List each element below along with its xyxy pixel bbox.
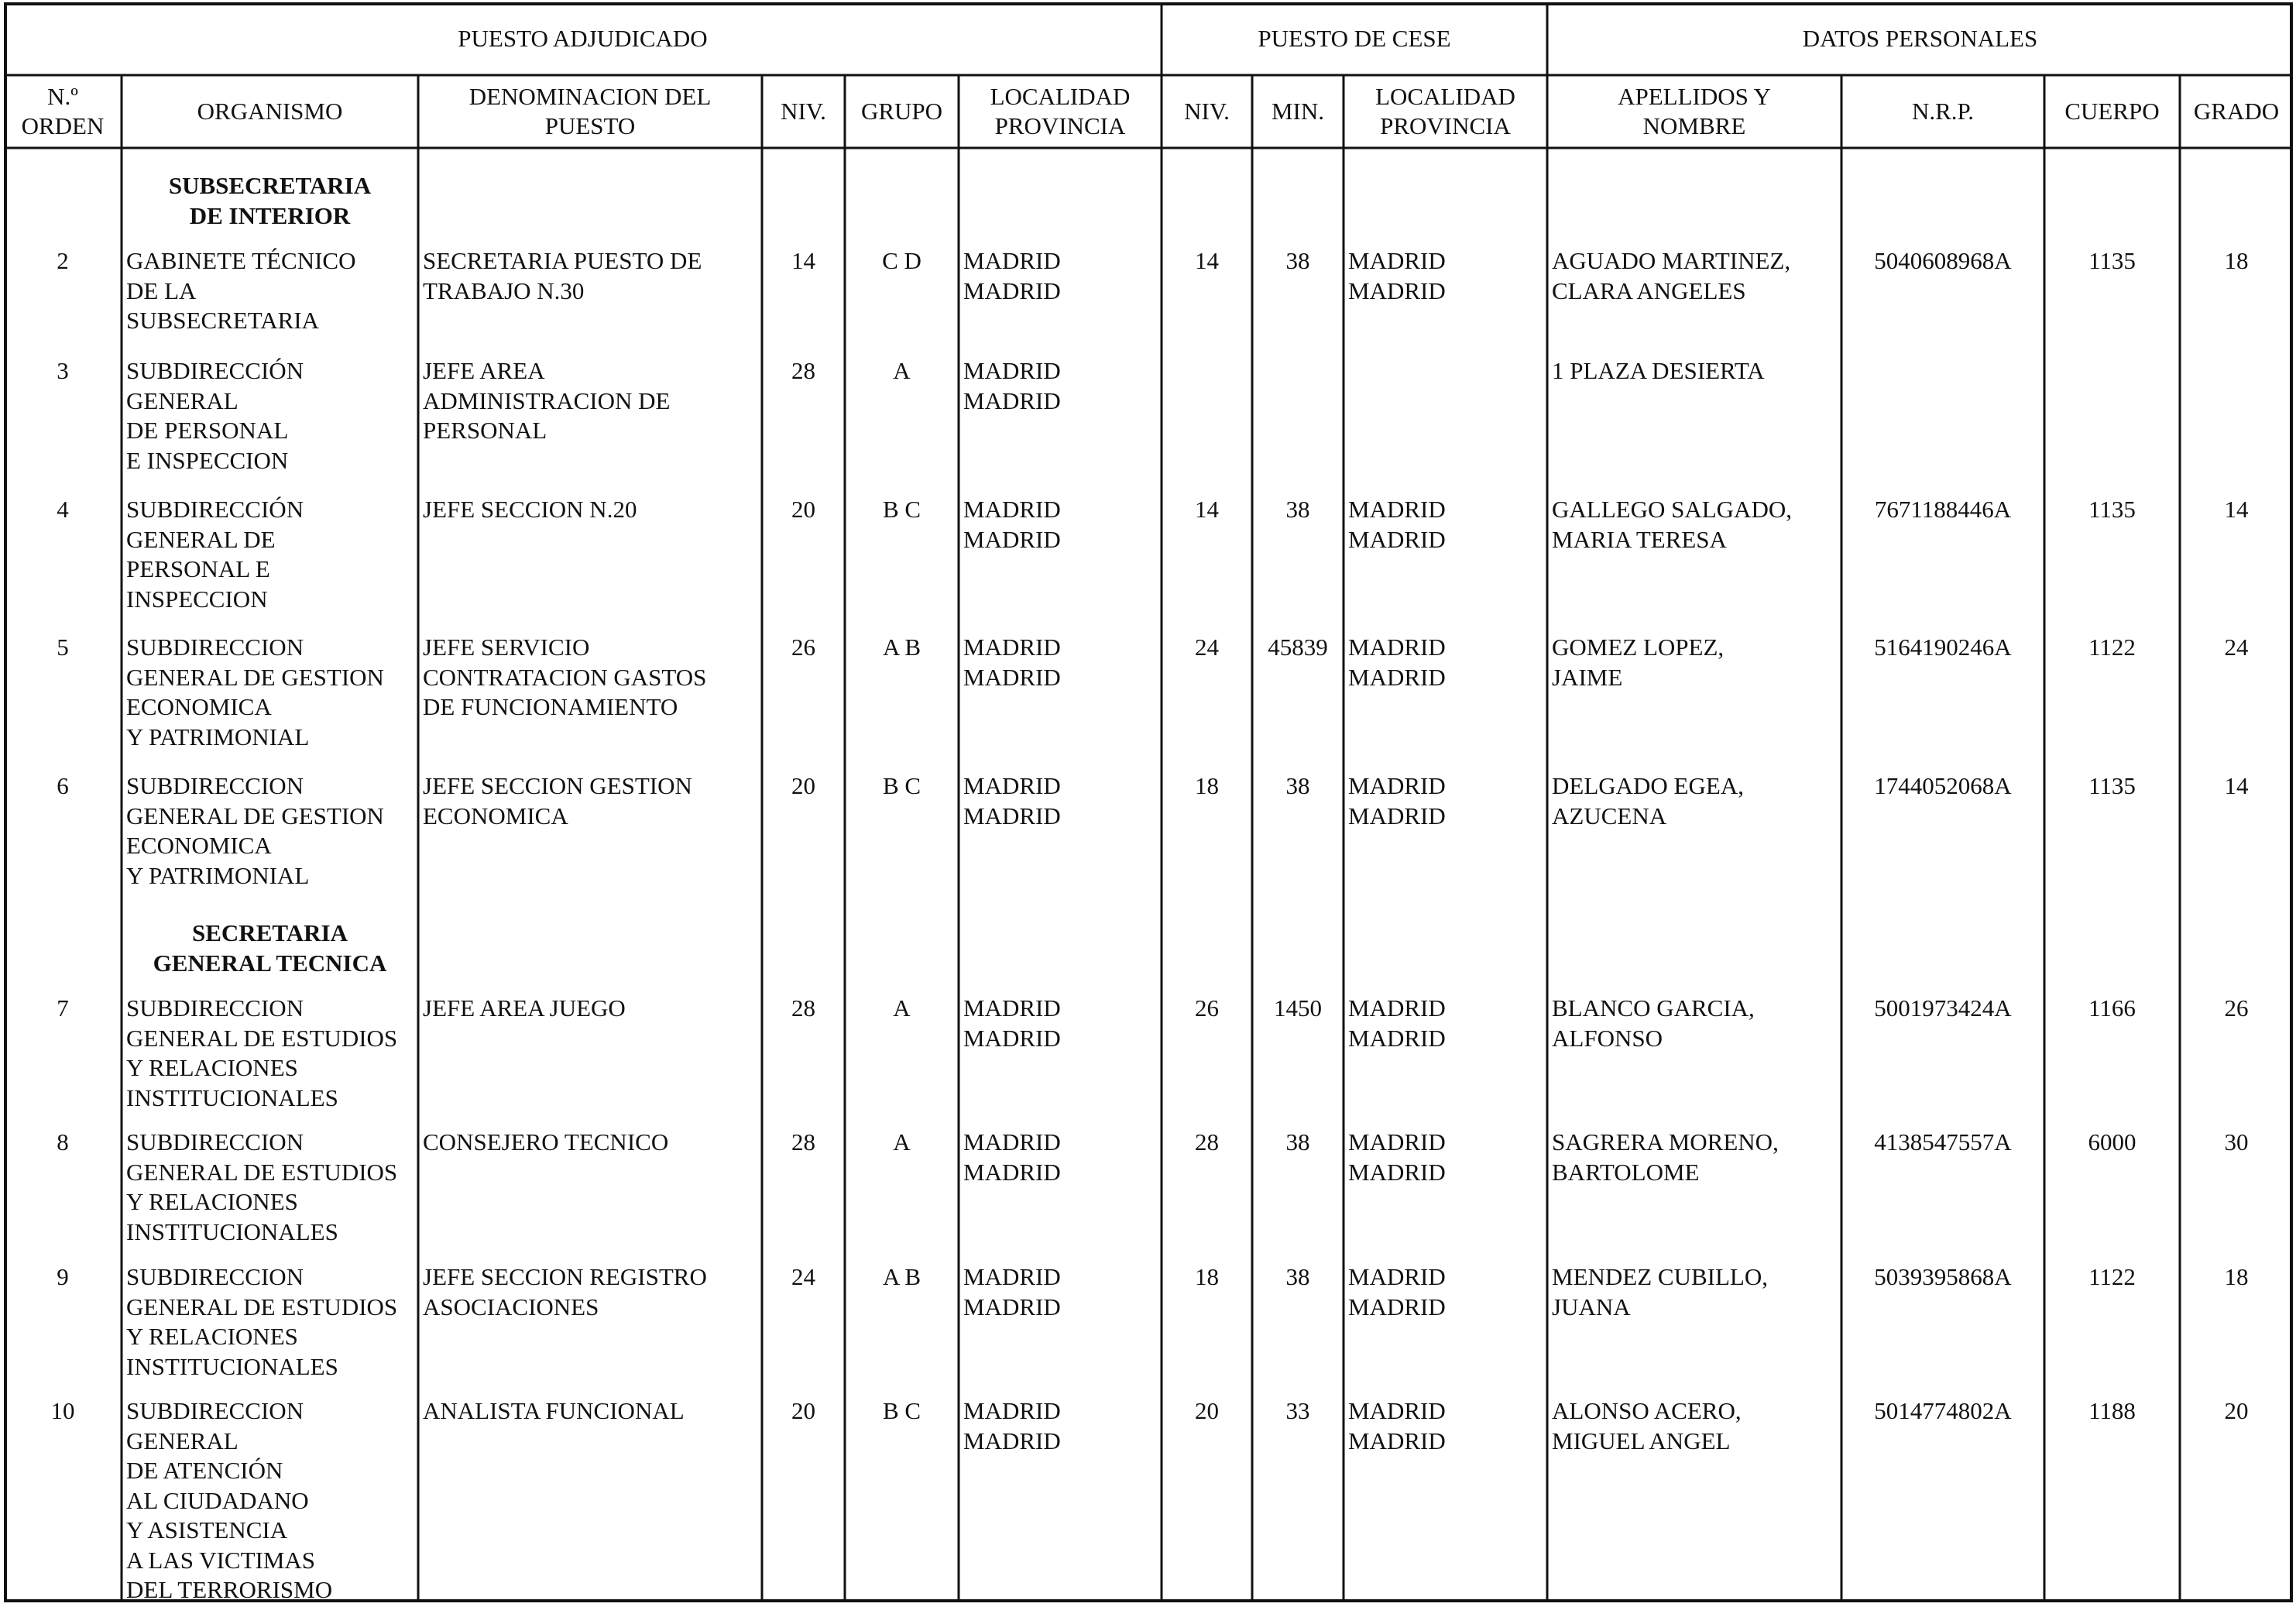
cell-denominacion: JEFE SERVICIO CONTRATACION GASTOS DE FUNCIONAMIENTO (423, 634, 707, 720)
cell-localidad: MADRID MADRID (963, 634, 1061, 691)
cell-localidad: MADRID MADRID (963, 357, 1061, 414)
cell-cese-min: 1450 (1274, 994, 1322, 1022)
cell-cese-niv: 14 (1195, 247, 1219, 274)
cell-denominacion: JEFE AREA ADMINISTRACION DE PERSONAL (423, 357, 671, 444)
cell-cuerpo: 6000 (2088, 1128, 2136, 1155)
cell-localidad: MADRID MADRID (963, 994, 1061, 1052)
cell-cuerpo: 1135 (2088, 496, 2136, 523)
cell-niv: 28 (791, 1128, 815, 1155)
cell-orden: 4 (57, 496, 69, 523)
cell-cese-localidad: MADRID MADRID (1348, 634, 1446, 691)
cell-grupo: A B (882, 1263, 921, 1290)
cell-cese-localidad: MADRID MADRID (1348, 496, 1446, 553)
cell-cese-localidad: MADRID MADRID (1348, 994, 1446, 1052)
cell-cese-localidad: MADRID MADRID (1348, 772, 1446, 829)
cell-nrp: 7671188446A (1874, 496, 2012, 523)
cell-cese-min: 33 (1285, 1397, 1310, 1424)
cell-nrp: 5039395868A (1874, 1263, 2012, 1290)
header-puesto-cese: PUESTO DE CESE (1258, 24, 1451, 52)
cell-grado: 18 (2224, 1263, 2249, 1290)
cell-organismo: SUBDIRECCION GENERAL DE ESTUDIOS Y RELACIONES INSTITUCIONALES (126, 1263, 398, 1380)
cell-nrp: 5040608968A (1874, 247, 2012, 274)
col-header-localidad: LOCALIDAD PROVINCIA (990, 82, 1131, 139)
col-header-cese-min: MIN. (1271, 97, 1325, 125)
col-header-niv: NIV. (781, 97, 826, 125)
cell-orden: 5 (57, 634, 69, 661)
cell-cuerpo: 1122 (2088, 634, 2136, 661)
cell-orden: 8 (57, 1128, 69, 1155)
cell-grupo: A B (882, 634, 921, 661)
cell-nrp: 1744052068A (1874, 772, 2012, 799)
cell-denominacion: JEFE SECCION N.20 (423, 496, 637, 523)
col-header-organismo: ORGANISMO (197, 97, 343, 125)
document-table (4, 2, 2293, 1602)
cell-niv: 24 (791, 1263, 815, 1290)
cell-cese-localidad: MADRID MADRID (1348, 1263, 1446, 1320)
cell-grupo: B C (882, 772, 921, 799)
cell-cese-niv: 18 (1195, 1263, 1219, 1290)
cell-denominacion: ANALISTA FUNCIONAL (423, 1397, 685, 1424)
cell-cese-min: 38 (1285, 247, 1310, 274)
cell-cese-min: 45839 (1268, 634, 1328, 661)
cell-organismo: SUBDIRECCION GENERAL DE ATENCIÓN AL CIUDADANO Y ASISTENCIA A LAS VICTIMAS DEL TERRORISMO (126, 1397, 333, 1603)
header-puesto-adjudicado: PUESTO ADJUDICADO (458, 24, 708, 52)
cell-cese-niv: 18 (1195, 772, 1219, 799)
cell-localidad: MADRID MADRID (963, 247, 1061, 304)
cell-cuerpo: 1122 (2088, 1263, 2136, 1290)
cell-grupo: A (893, 994, 911, 1022)
cell-cese-localidad: MADRID MADRID (1348, 1397, 1446, 1454)
cell-nombre: GALLEGO SALGADO, MARIA TERESA (1552, 496, 1792, 553)
cell-cese-min: 38 (1285, 496, 1310, 523)
cell-niv: 20 (791, 772, 815, 799)
cell-nrp: 5001973424A (1874, 994, 2012, 1022)
cell-nombre: 1 PLAZA DESIERTA (1552, 357, 1765, 384)
cell-cuerpo: 1188 (2088, 1397, 2136, 1424)
col-header-grado: GRADO (2193, 97, 2280, 125)
cell-grupo: C D (882, 247, 921, 274)
cell-orden: 7 (57, 994, 69, 1022)
cell-cese-localidad: MADRID MADRID (1348, 247, 1446, 304)
cell-grado: 18 (2224, 247, 2249, 274)
cell-denominacion: JEFE SECCION REGISTRO ASOCIACIONES (423, 1263, 707, 1320)
cell-grupo: A (893, 357, 911, 384)
col-header-cuerpo: CUERPO (2064, 97, 2160, 125)
cell-denominacion: JEFE AREA JUEGO (423, 994, 626, 1022)
col-header-orden: N.º ORDEN (21, 82, 105, 139)
cell-organismo: SUBDIRECCIÓN GENERAL DE PERSONAL E INSPECCION (126, 357, 304, 474)
cell-niv: 20 (791, 496, 815, 523)
col-header-grupo: GRUPO (860, 97, 943, 125)
cell-nombre: SAGRERA MORENO, BARTOLOME (1552, 1128, 1779, 1186)
cell-grado: 14 (2224, 496, 2249, 523)
cell-organismo: SUBDIRECCIÓN GENERAL DE PERSONAL E INSPECCION (126, 496, 304, 613)
cell-niv: 28 (791, 994, 815, 1022)
cell-nrp: 4138547557A (1874, 1128, 2012, 1155)
cell-nombre: AGUADO MARTINEZ, CLARA ANGELES (1552, 247, 1791, 304)
cell-localidad: MADRID MADRID (963, 496, 1061, 553)
cell-orden: 9 (57, 1263, 69, 1290)
col-header-denominacion: DENOMINACION DEL PUESTO (468, 82, 712, 139)
cell-organismo: GABINETE TÉCNICO DE LA SUBSECRETARIA (126, 247, 356, 334)
cell-grado: 30 (2224, 1128, 2249, 1155)
header-datos-personales: DATOS PERSONALES (1802, 24, 2038, 52)
cell-orden: 3 (57, 357, 69, 384)
cell-localidad: MADRID MADRID (963, 1397, 1061, 1454)
cell-cese-localidad: MADRID MADRID (1348, 1128, 1446, 1186)
cell-organismo: SUBDIRECCION GENERAL DE GESTION ECONOMICA Y PATRIMONIAL (126, 634, 384, 750)
col-header-cese-niv: NIV. (1184, 97, 1230, 125)
cell-nrp: 5014774802A (1874, 1397, 2012, 1424)
cell-organismo: SUBDIRECCION GENERAL DE ESTUDIOS Y RELACIONES INSTITUCIONALES (126, 994, 398, 1111)
cell-cese-niv: 20 (1195, 1397, 1219, 1424)
cell-grado: 26 (2224, 994, 2249, 1022)
cell-grupo: B C (882, 1397, 921, 1424)
cell-niv: 26 (791, 634, 815, 661)
col-header-apellidos: APELLIDOS Y NOMBRE (1618, 82, 1771, 139)
cell-cuerpo: 1135 (2088, 772, 2136, 799)
col-header-cese-localidad: LOCALIDAD PROVINCIA (1375, 82, 1515, 139)
cell-nombre: MENDEZ CUBILLO, JUANA (1552, 1263, 1768, 1320)
cell-cese-min: 38 (1285, 772, 1310, 799)
cell-orden: 10 (50, 1397, 75, 1424)
cell-nombre: BLANCO GARCIA, ALFONSO (1552, 994, 1755, 1052)
cell-niv: 20 (791, 1397, 815, 1424)
cell-grado: 20 (2224, 1397, 2249, 1424)
cell-cese-min: 38 (1285, 1263, 1310, 1290)
cell-cese-niv: 14 (1195, 496, 1219, 523)
cell-orden: 2 (57, 247, 69, 274)
section-title: SUBSECRETARIA DE INTERIOR (168, 172, 372, 229)
cell-organismo: SUBDIRECCION GENERAL DE GESTION ECONOMICA Y PATRIMONIAL (126, 772, 384, 889)
cell-organismo: SUBDIRECCION GENERAL DE ESTUDIOS Y RELACIONES INSTITUCIONALES (126, 1128, 398, 1245)
cell-cese-niv: 26 (1195, 994, 1219, 1022)
cell-cuerpo: 1166 (2088, 994, 2136, 1022)
cell-niv: 28 (791, 357, 815, 384)
cell-niv: 14 (791, 247, 815, 274)
cell-localidad: MADRID MADRID (963, 772, 1061, 829)
cell-grado: 14 (2224, 772, 2249, 799)
cell-nombre: ALONSO ACERO, MIGUEL ANGEL (1552, 1397, 1742, 1454)
cell-localidad: MADRID MADRID (963, 1263, 1061, 1320)
cell-grupo: A (893, 1128, 911, 1155)
cell-localidad: MADRID MADRID (963, 1128, 1061, 1186)
cell-grupo: B C (882, 496, 921, 523)
cell-denominacion: CONSEJERO TECNICO (423, 1128, 669, 1155)
cell-nrp: 5164190246A (1874, 634, 2012, 661)
cell-cese-niv: 24 (1195, 634, 1219, 661)
cell-nombre: GOMEZ LOPEZ, JAIME (1552, 634, 1725, 691)
cell-cese-min: 38 (1285, 1128, 1310, 1155)
cell-cese-niv: 28 (1195, 1128, 1219, 1155)
cell-grado: 24 (2224, 634, 2249, 661)
section-title: SECRETARIA GENERAL TECNICA (153, 919, 387, 977)
cell-nombre: DELGADO EGEA, AZUCENA (1552, 772, 1744, 829)
cell-orden: 6 (57, 772, 69, 799)
cell-cuerpo: 1135 (2088, 247, 2136, 274)
col-header-nrp: N.R.P. (1911, 97, 1975, 125)
cell-denominacion: SECRETARIA PUESTO DE TRABAJO N.30 (423, 247, 702, 304)
cell-denominacion: JEFE SECCION GESTION ECONOMICA (423, 772, 692, 829)
